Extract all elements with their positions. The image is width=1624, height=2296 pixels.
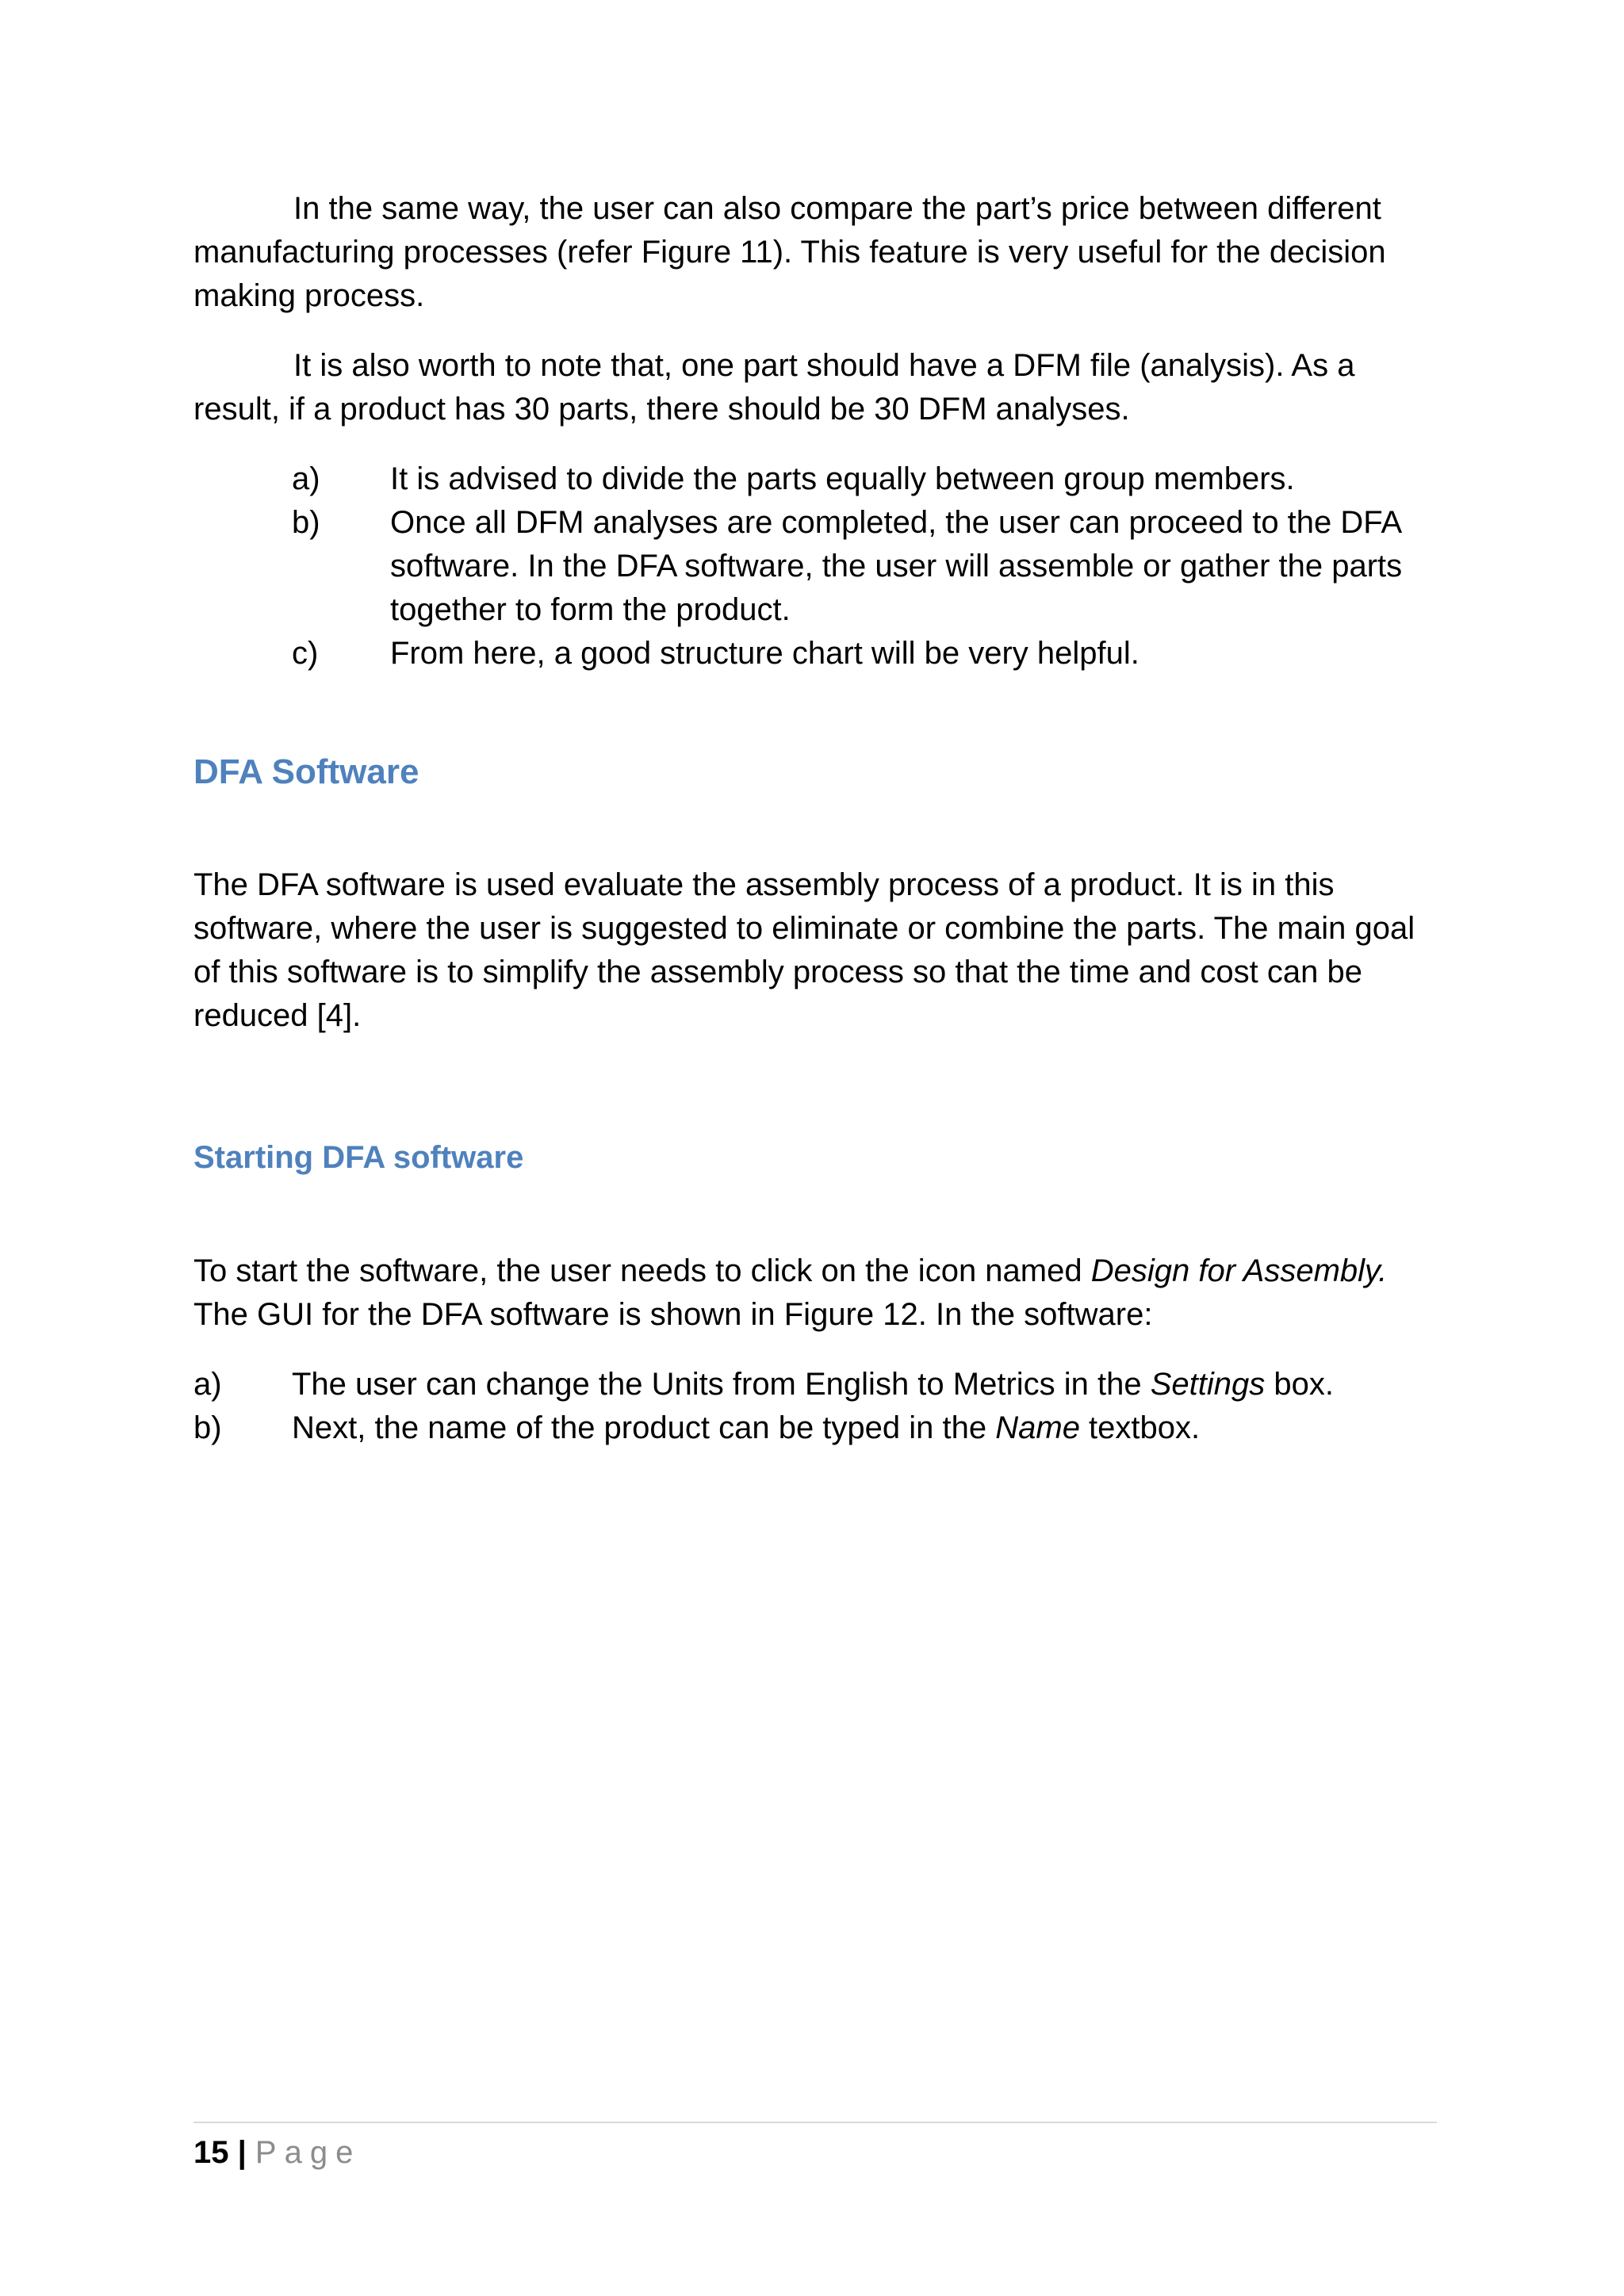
dfm-steps-list <box>193 457 1438 675</box>
section-heading-dfa-software: DFA Software <box>193 752 419 791</box>
list-marker: a) <box>193 1367 222 1402</box>
settings-emphasis: Settings <box>1150 1367 1266 1402</box>
list-marker: c) <box>292 636 319 671</box>
page-content <box>193 187 1438 1450</box>
list-marker: b) <box>292 505 320 540</box>
page-footer <box>193 2122 1437 2172</box>
icon-name-emphasis: Design for Assembly. <box>1090 1253 1388 1288</box>
list-item-text: Next, the name of the product can be typed in the <box>292 1410 996 1445</box>
footer-separator: | <box>228 2135 255 2170</box>
list-item <box>292 632 1438 675</box>
subsection-heading-starting-dfa: Starting DFA software <box>193 1140 524 1175</box>
list-item <box>193 1406 1438 1450</box>
list-item <box>193 1363 1438 1406</box>
paragraph-start-software <box>193 1249 1438 1337</box>
dfa-steps-list <box>193 1363 1438 1450</box>
list-item <box>292 501 1438 632</box>
list-marker: b) <box>193 1410 222 1445</box>
paragraph-dfa-description: The DFA software is used evaluate the assembly process of a product. It is in this software, where the user is suggested to eliminate or combine the parts. The main goal of this software is to simplify the assembly process so that the time and cost can be reduced [4]. <box>193 867 1415 1033</box>
list-item-text: It is advised to divide the parts equally between group members. <box>390 461 1295 496</box>
paragraph-dfm-file-note: It is also worth to note that, one part should have a DFM file (analysis). As a result, if a product has 30 parts, there should be 30 DFM analyses. <box>193 348 1355 427</box>
list-item-text: The user can change the Units from English to Metrics in the <box>292 1367 1151 1402</box>
list-marker: a) <box>292 461 320 496</box>
paragraph-text: The GUI for the DFA software is shown in Figure 12. In the software: <box>193 1297 1153 1332</box>
list-item-text: textbox. <box>1079 1410 1201 1445</box>
list-item-text: box. <box>1265 1367 1334 1402</box>
page-number: 15 <box>193 2135 229 2170</box>
paragraph-compare-price: In the same way, the user can also compare the part’s price between different manufacturing processes (refer Figure 11). This feature is very useful for the decision making process. <box>193 191 1386 313</box>
name-emphasis: Name <box>995 1410 1080 1445</box>
list-item <box>292 457 1438 501</box>
page-label: Page <box>255 2135 362 2170</box>
paragraph-text: To start the software, the user needs to click on the icon named <box>193 1253 1091 1288</box>
list-item-text: Once all DFM analyses are completed, the user can proceed to the DFA software. In the DFA software, the user will assemble or gather the parts together to form the product. <box>390 505 1403 627</box>
list-item-text: From here, a good structure chart will be very helpful. <box>390 636 1139 671</box>
